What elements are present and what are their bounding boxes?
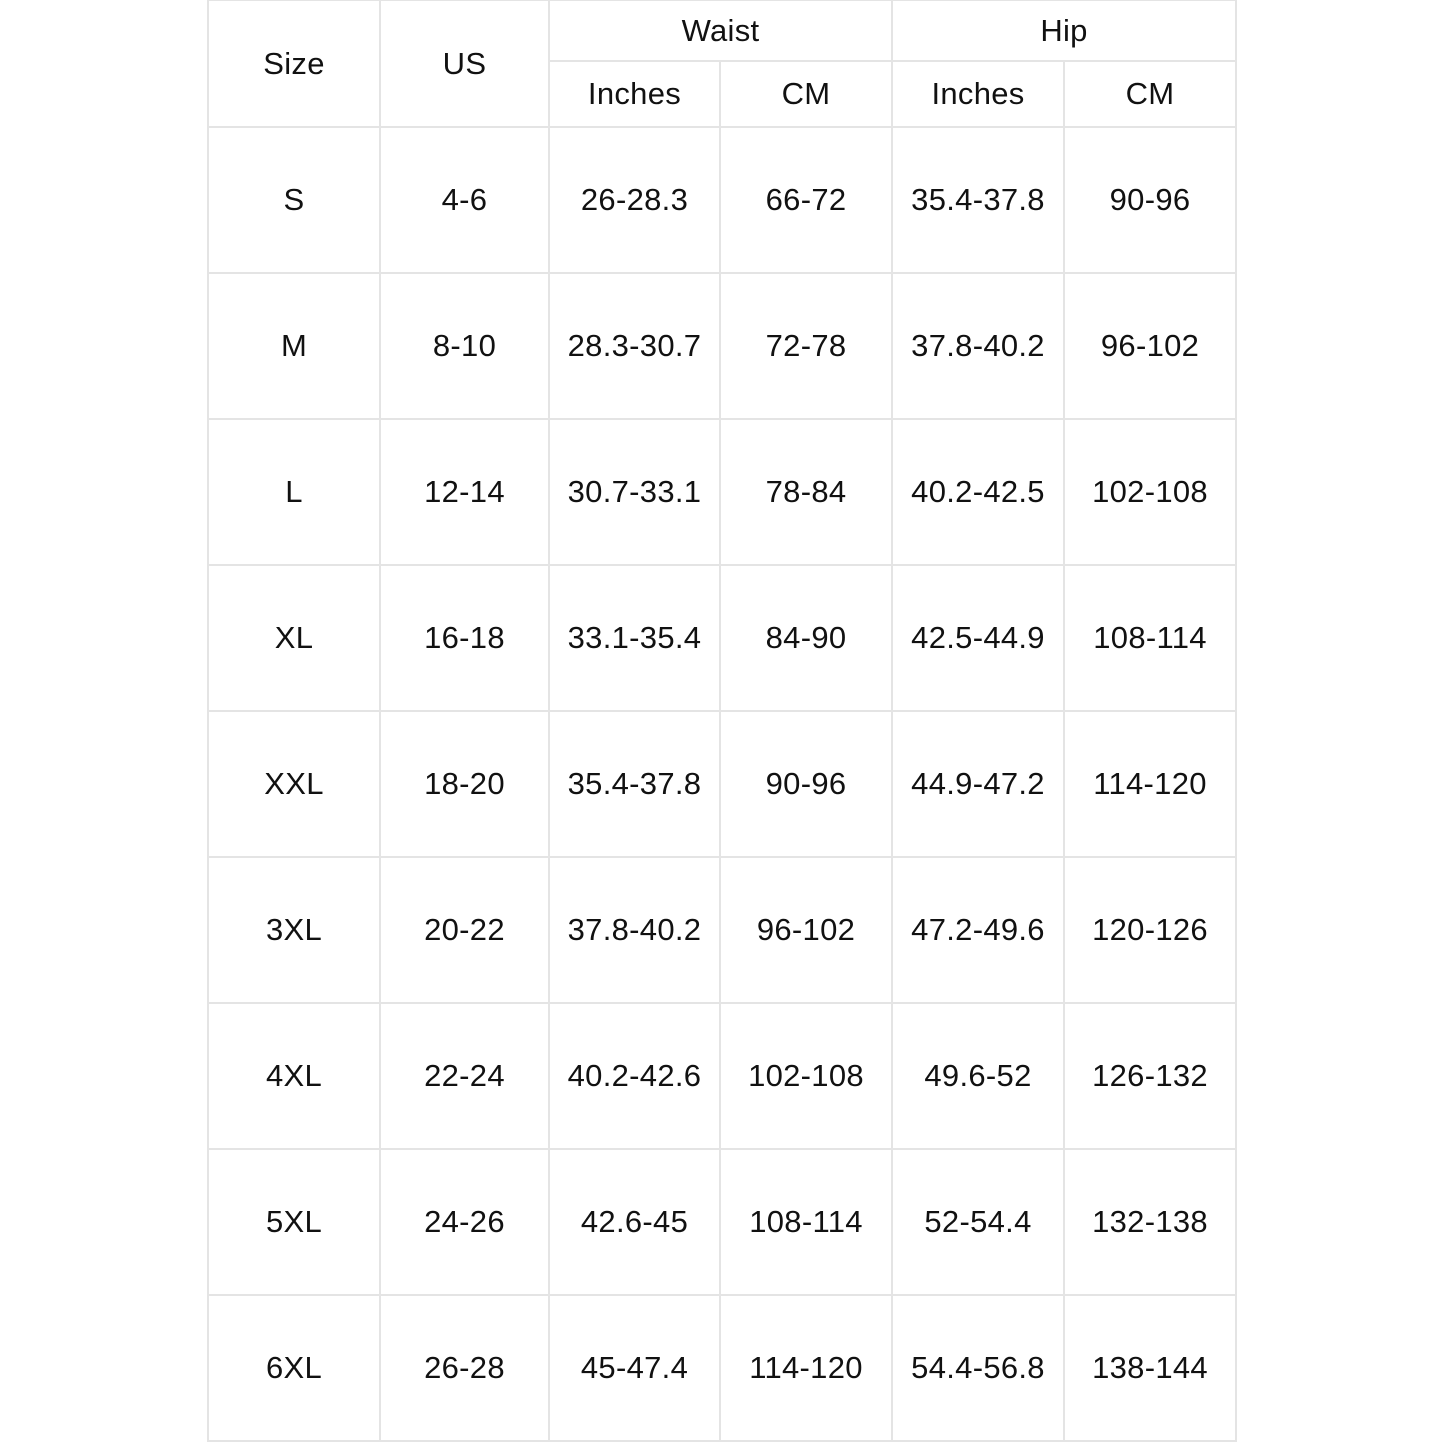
cell-waist-cm: 78-84 [720,419,892,565]
cell-us: 24-26 [380,1149,549,1295]
table-row [208,857,1236,1003]
cell-waist-cm: 90-96 [720,711,892,857]
cell-hip-inches: 49.6-52 [892,1003,1064,1149]
cell-size: 6XL [208,1295,380,1441]
cell-waist-cm: 72-78 [720,273,892,419]
header-waist: Waist [549,0,892,61]
table-row [208,1295,1236,1441]
cell-size: 3XL [208,857,380,1003]
cell-waist-inches: 30.7-33.1 [549,419,720,565]
cell-us: 26-28 [380,1295,549,1441]
cell-hip-inches: 54.4-56.8 [892,1295,1064,1441]
cell-waist-cm: 102-108 [720,1003,892,1149]
table-body [208,127,1236,1441]
cell-waist-inches: 33.1-35.4 [549,565,720,711]
cell-hip-cm: 96-102 [1064,273,1236,419]
header-size: Size [208,0,380,127]
cell-hip-inches: 52-54.4 [892,1149,1064,1295]
cell-hip-cm: 102-108 [1064,419,1236,565]
cell-hip-cm: 126-132 [1064,1003,1236,1149]
size-chart-table [207,0,1237,1442]
cell-waist-cm: 114-120 [720,1295,892,1441]
header-us: US [380,0,549,127]
cell-size: XXL [208,711,380,857]
header-hip-inches: Inches [892,61,1064,127]
cell-hip-cm: 90-96 [1064,127,1236,273]
cell-us: 8-10 [380,273,549,419]
header-hip: Hip [892,0,1236,61]
table-row [208,419,1236,565]
cell-us: 20-22 [380,857,549,1003]
cell-waist-inches: 40.2-42.6 [549,1003,720,1149]
cell-waist-cm: 108-114 [720,1149,892,1295]
cell-hip-cm: 108-114 [1064,565,1236,711]
table-header [208,0,1236,127]
cell-hip-inches: 37.8-40.2 [892,273,1064,419]
cell-waist-cm: 84-90 [720,565,892,711]
cell-hip-inches: 40.2-42.5 [892,419,1064,565]
cell-waist-inches: 37.8-40.2 [549,857,720,1003]
cell-hip-cm: 138-144 [1064,1295,1236,1441]
cell-hip-inches: 42.5-44.9 [892,565,1064,711]
cell-hip-cm: 114-120 [1064,711,1236,857]
cell-hip-cm: 120-126 [1064,857,1236,1003]
cell-waist-inches: 26-28.3 [549,127,720,273]
cell-waist-inches: 45-47.4 [549,1295,720,1441]
table-row [208,273,1236,419]
cell-hip-cm: 132-138 [1064,1149,1236,1295]
cell-size: M [208,273,380,419]
cell-us: 12-14 [380,419,549,565]
cell-size: S [208,127,380,273]
table-row [208,1003,1236,1149]
cell-waist-cm: 66-72 [720,127,892,273]
table-row [208,711,1236,857]
cell-us: 22-24 [380,1003,549,1149]
table-row [208,1149,1236,1295]
cell-hip-inches: 35.4-37.8 [892,127,1064,273]
cell-size: 5XL [208,1149,380,1295]
cell-us: 16-18 [380,565,549,711]
table-row [208,127,1236,273]
cell-hip-inches: 44.9-47.2 [892,711,1064,857]
cell-waist-inches: 28.3-30.7 [549,273,720,419]
cell-size: L [208,419,380,565]
cell-size: 4XL [208,1003,380,1149]
table-row [208,565,1236,711]
header-hip-cm: CM [1064,61,1236,127]
header-waist-inches: Inches [549,61,720,127]
cell-waist-inches: 42.6-45 [549,1149,720,1295]
cell-size: XL [208,565,380,711]
cell-us: 4-6 [380,127,549,273]
header-waist-cm: CM [720,61,892,127]
cell-us: 18-20 [380,711,549,857]
cell-waist-inches: 35.4-37.8 [549,711,720,857]
cell-hip-inches: 47.2-49.6 [892,857,1064,1003]
header-row-top [208,0,1236,61]
cell-waist-cm: 96-102 [720,857,892,1003]
